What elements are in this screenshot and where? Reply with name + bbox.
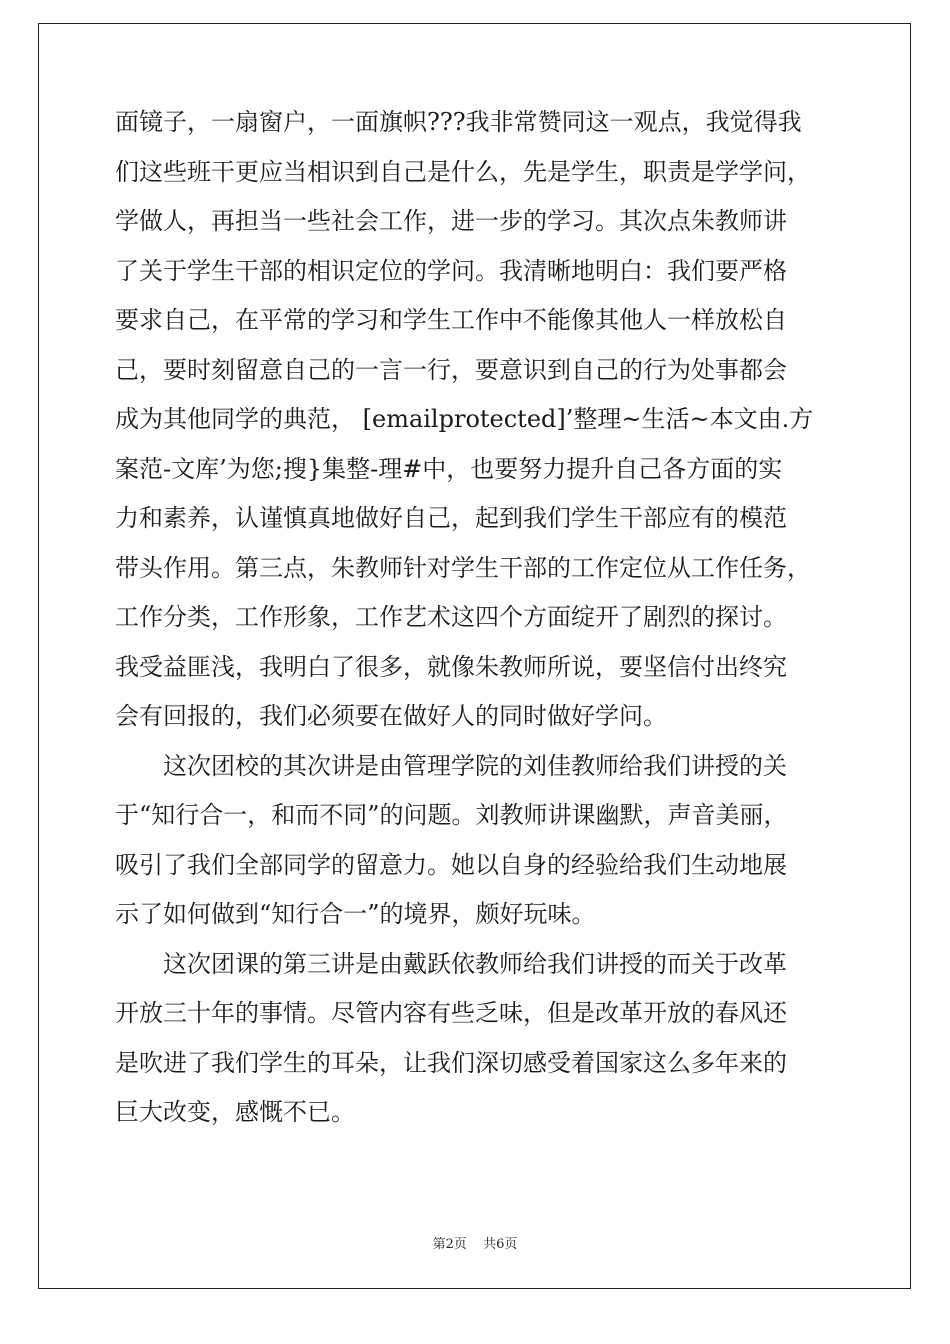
text-line: 这次团校的其次讲是由管理学院的刘佳教师给我们讲授的关 (163, 751, 787, 780)
text-line: 力和素养，认谨慎真地做好自己，起到我们学生干部应有的模范 (115, 504, 787, 532)
text-line: 示了如何做到“知行合一”的境界，颇好玩味。 (115, 900, 596, 928)
text-line: 要求自己，在平常的学习和学生工作中不能像其他人一样放松自 (115, 306, 787, 334)
text-line: 会有回报的，我们必须要在做好人的同时做好学问。 (115, 702, 667, 730)
text-line: 吸引了我们全部同学的留意力。她以自身的经验给我们生动地展 (115, 850, 787, 879)
text-line: 们这些班干更应当相识到自己是什么，先是学生，职责是学学问， (115, 157, 811, 186)
text-line: 是吹进了我们学生的耳朵，让我们深切感受着国家这么多年来的 (115, 1048, 787, 1077)
text-line: 于“知行合一，和而不同”的问题。刘教师讲课幽默，声音美丽， (115, 801, 788, 829)
text-line: 这次团课的第三讲是由戴跃依教师给我们讲授的而关于改革 (163, 949, 787, 978)
document-body (115, 98, 835, 1138)
total-pages: 共6页 (483, 1237, 518, 1252)
text-line: 我受益匪浅，我明白了很多，就像朱教师所说，要坚信付出终究 (115, 652, 787, 681)
text-line: 成为其他同学的典范， [emailprotected]’整理~生活~本文由.方 (115, 405, 814, 433)
text-line: 学做人，再担当一些社会工作，进一步的学习。其次点朱教师讲 (115, 207, 787, 235)
text-line: 了关于学生干部的相识定位的学问。我清晰地明白：我们要严格 (115, 256, 787, 285)
page-footer (0, 1233, 950, 1252)
text-line: 巨大改变，感慨不已。 (115, 1098, 355, 1126)
text-line: 面镜子，一扇窗户，一面旗帜???我非常赞同这一观点，我觉得我 (115, 108, 802, 136)
current-page-number: 第2页 (432, 1237, 467, 1252)
text-line: 开放三十年的事情。尽管内容有些乏味，但是改革开放的春风还 (115, 999, 787, 1027)
text-line: 工作分类，工作形象，工作艺术这四个方面绽开了剧烈的探讨。 (115, 603, 787, 631)
text-line: 己，要时刻留意自己的一言一行，要意识到自己的行为处事都会 (115, 355, 787, 384)
text-line: 带头作用。第三点，朱教师针对学生干部的工作定位从工作任务， (115, 553, 811, 582)
text-line: 案范-文库’为您;搜}集整-理#中，也要努力提升自己各方面的实 (115, 454, 783, 483)
